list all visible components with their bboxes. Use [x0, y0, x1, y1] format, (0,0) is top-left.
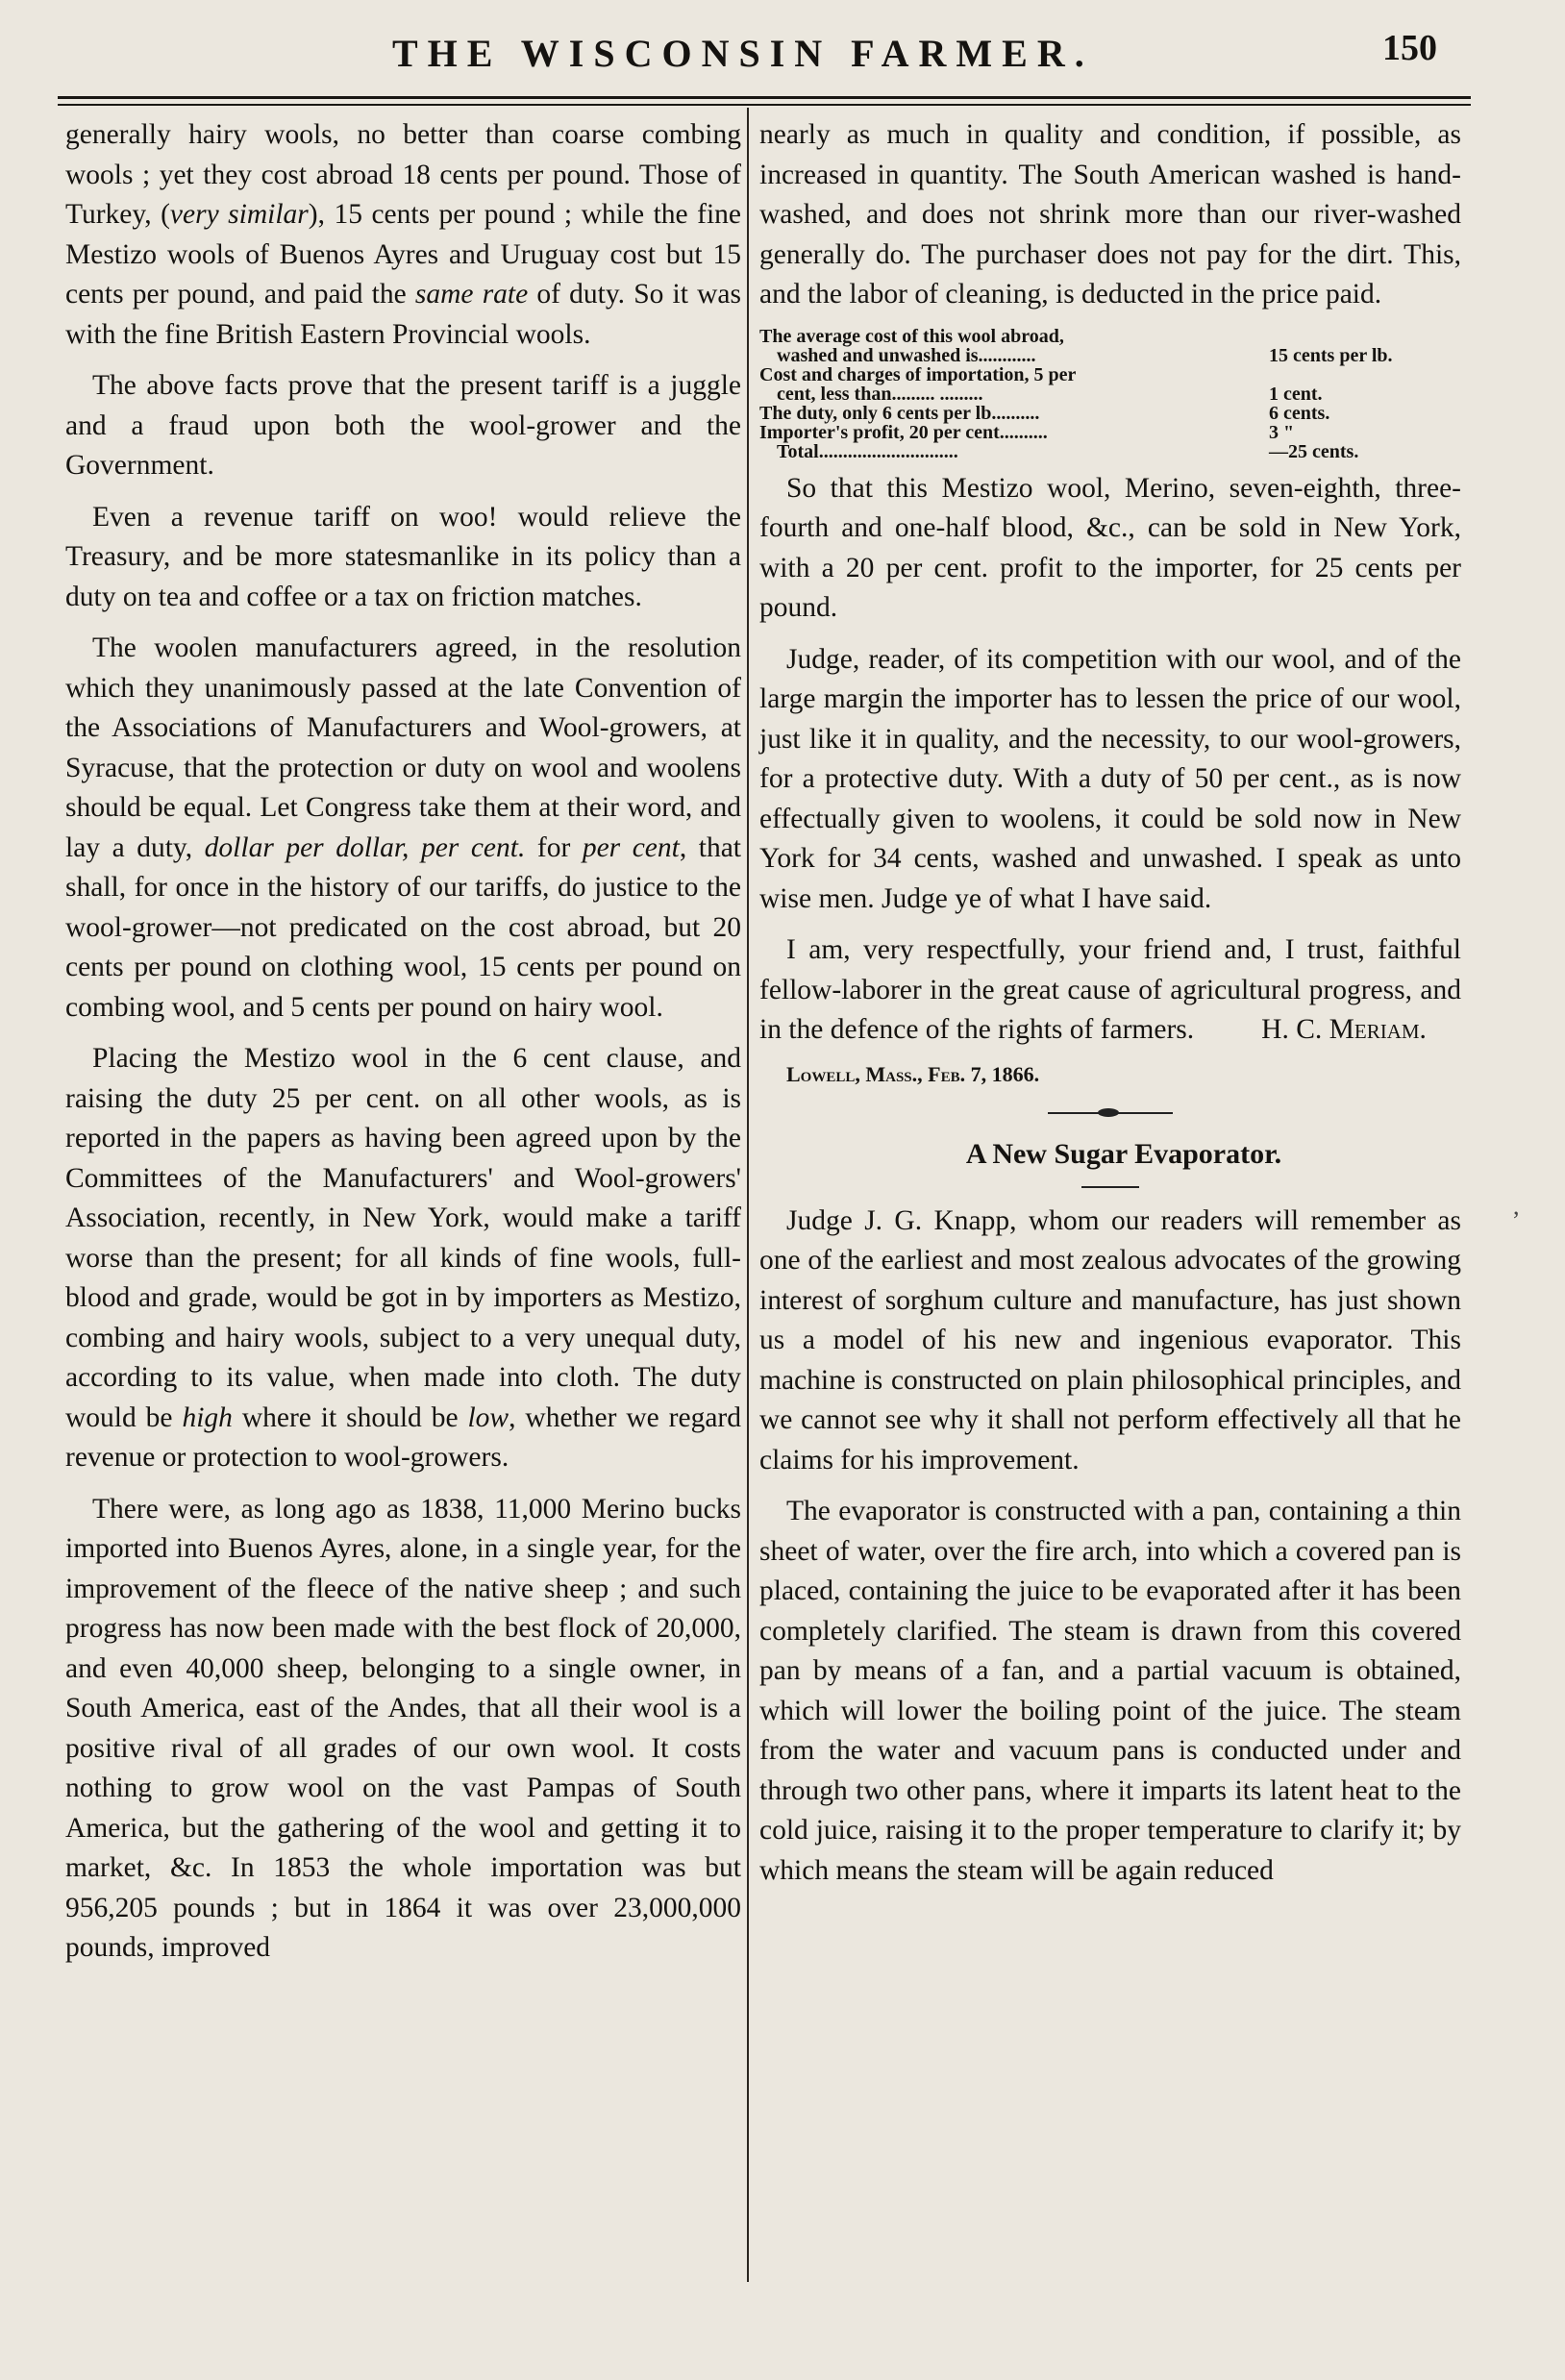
margin-mark: , [1513, 1192, 1520, 1220]
paragraph: There were, as long ago as 1838, 11,000 Merino bucks imported into Buenos Ayres, alone, in a single year, for the improvement of the fleece of the native sheep ; and such progress has now been made with the best flock of 20,000, and even 40,000 sheep, belonging to a single owner, in South America, east of the Andes, that all their wool is a positive rival of all grades of our own wool. It costs nothing to grow wool on the vast Pampas of South America, but the gathering of the wool and getting it to market, &c. In 1853 the whole importation was but 956,205 pounds ; but in 1864 it was over 23,000,000 pounds, improved [65, 1493, 741, 1963]
table-row: Total............................. —25 cents. [777, 440, 1359, 462]
header-rule-thick [58, 96, 1471, 99]
table-row: washed and unwashed is............ 15 cents per lb. [777, 344, 1393, 366]
table-row: The average cost of this wool abroad, [759, 325, 1064, 347]
cost-table [759, 327, 1461, 461]
paragraph: nearly as much in quality and condition, if possible, as increased in quantity. The South American washed is hand-washed, and does not shrink more than our river-washed generally do. The purchaser does not pay for the dirt. This, and the labor of cleaning, is deducted in the price paid. [759, 119, 1461, 310]
paragraph: The evaporator is constructed with a pan, containing a thin sheet of water, over the fire arch, into which a covered pan is placed, containing the juice to be evaporated after it has been completely clarified. The steam is drawn from this covered pan by means of a fan, and a partial vacuum is obtained, which will lower the boiling point of the juice. The steam from the water and vacuum pans is conducted under and through two other pans, where it imparts its latent heat to the cold juice, raising it to the proper temperature to clarify it; by which means the steam will be again reduced [759, 1496, 1461, 1886]
right-column [759, 115, 1461, 1902]
paragraph: The woolen manufacturers agreed, in the resolution which they unanimously passed at the late Convention of the Associations of Manufacturers and Wool-growers, at Syracuse, that the protection or duty on wool and woolens should be equal. Let Congress take them at their word, and lay a duty, dollar per dollar, per cent. for per cent, that shall, for once in the history of our tariffs, do justice to the wool-grower—not predicated on the cost abroad, but 20 cents per pound on clothing wool, 15 cents per pound on combing wool, and 5 cents per pound on hairy wool. [65, 632, 741, 1023]
paragraph: The above facts prove that the present tariff is a juggle and a fraud upon both the wool-grower and the Government. [65, 370, 741, 481]
header-rule-thin [58, 104, 1471, 106]
paragraph: Judge, reader, of its competition with our wool, and of the large margin the importer has to lessen the price of our wool, just like it in quality, and the necessity, to our wool-growers, for a protective duty. With a duty of 50 per cent., as is now effectually given to woolens, it could be sold now in New York for 34 cents, washed and unwashed. I speak as unto wise men. Judge ye of what I have said. [759, 643, 1461, 914]
paragraph: Placing the Mestizo wool in the 6 cent clause, and raising the duty 25 per cent. on all other wools, as is reported in the papers as having been agreed upon by the Committees of the Manufacturers' and Wool-growers' Association, recently, in New York, would make a tariff worse than the present; for all kinds of fine wools, full-blood and grade, would be got in by importers as Mestizo, combing and hairy wools, subject to a very unequal duty, according to its value, when made into cloth. The duty would be high where it should be low, whether we regard revenue or protection to wool-growers. [65, 1043, 741, 1473]
page-header [0, 23, 1565, 81]
section-separator [1048, 1105, 1173, 1121]
table-row: cent, less than......... ......... 1 cent. [777, 383, 1323, 405]
table-row: Cost and charges of importation, 5 per [759, 363, 1077, 385]
paragraph: Judge J. G. Knapp, whom our readers will remember as one of the earliest and most zealous advocates of the growing interest of sorghum culture and manufacture, has just shown us a model of his new and ingenious evaporator. This machine is constructed on plain philosophical principles, and we cannot see why it shall not perform effectively all that he claims for his improvement. [759, 1204, 1461, 1475]
page-number: 150 [1382, 28, 1437, 68]
left-column [65, 115, 741, 1980]
periodical-title: THE WISCONSIN FARMER. [392, 32, 1094, 75]
table-row: The duty, only 6 cents per lb.......... 6 cents. [759, 402, 1330, 424]
paragraph: I am, very respectfully, your friend and, I trust, faithful fellow-laborer in the great cause of agricultural progress, and in the defence of the rights of farmers. H. C. Meriam. [759, 934, 1461, 1045]
column-divider [747, 108, 749, 2282]
signature: H. C. Meriam. [1261, 1014, 1427, 1045]
dateline: Lowell, Mass., Feb. 7, 1866. [786, 1061, 1040, 1086]
paragraph: Even a revenue tariff on woo! would relieve the Treasury, and be more statesmanlike in its policy than a duty on tea and coffee or a tax on friction matches. [65, 501, 741, 612]
article-title: A New Sugar Evaporator. [965, 1138, 1282, 1170]
title-rule [1081, 1186, 1139, 1188]
paragraph: So that this Mestizo wool, Merino, seven-eighth, three-fourth and one-half blood, &c., can be sold in New York, with a 20 per cent. profit to the importer, for 25 cents per pound. [759, 472, 1461, 623]
table-row: Importer's profit, 20 per cent.......... 3 " [759, 421, 1295, 443]
paragraph: generally hairy wools, no better than coarse combing wools ; yet they cost abroad 18 cents per pound. Those of Turkey, (very similar), 15 cents per pound ; while the fine Mestizo wools of Buenos Ayres and Uruguay cost but 15 cents per pound, and paid the same rate of duty. So it was with the fine British Eastern Provincial wools. [65, 119, 742, 350]
